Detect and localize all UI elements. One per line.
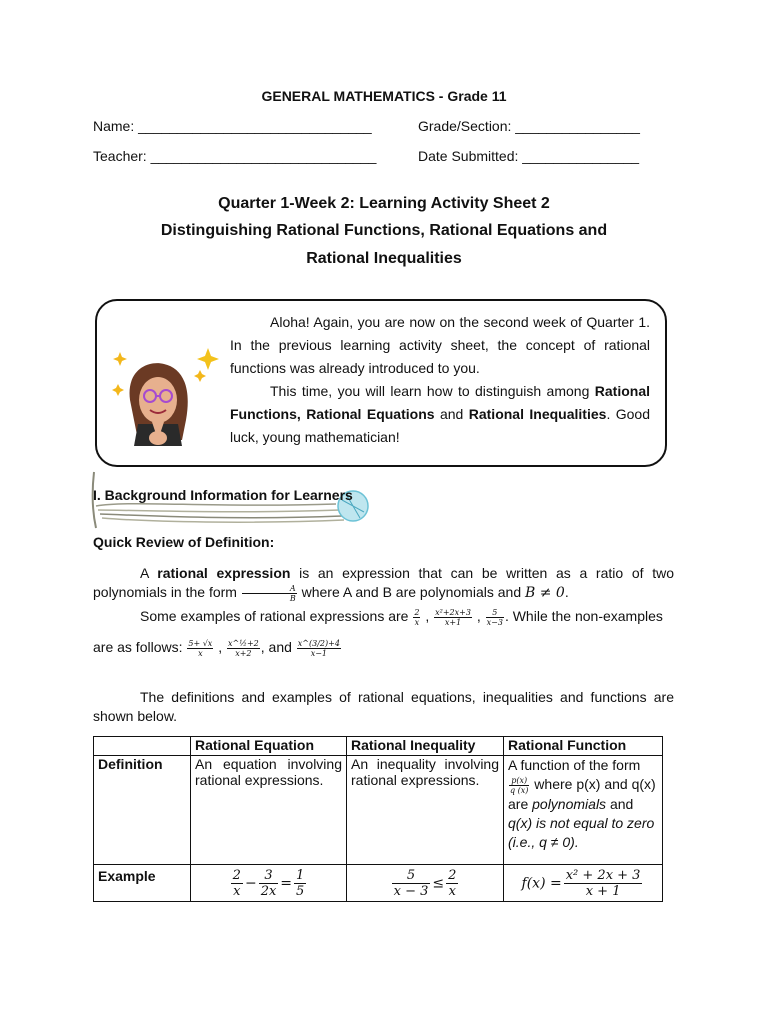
date-submitted-field[interactable]: Date Submitted: _______________: [418, 148, 640, 164]
nonexample-fraction-2: $\frac{\text{x\textasciicircum{}½+2}}{x+2}$: [228, 638, 259, 658]
table-header-cell: [94, 737, 191, 756]
sheet-title: Quarter 1-Week 2: Learning Activity Sheet 2: [218, 195, 550, 212]
topic-title-line2: Rational Inequalities: [306, 250, 462, 267]
intro-paragraph-1: Aloha! Again, you are now on the second week of Quarter 1. In the previous learning activity sheet, the concept of rational functions was already introduced to you.: [230, 314, 650, 376]
definition-rational-function: A function of the form $\frac{p(x)}{q (x)}$ where p(x) and q(x) are polynomials and q(x) is not equal to zero (i.e., q ≠ 0).: [504, 756, 663, 865]
table-header-cell: Rational Function: [504, 737, 663, 756]
example-rational-equation: $\frac{2}{x}$ − $\frac{3}{2x}$ = $\frac{1}{5}$: [191, 865, 347, 902]
definition-rational-inequality: An inequality involving rational expressions.: [347, 756, 504, 865]
example-rational-function: f(x) = $\frac{\text{x² + 2x + 3}}{x + 1}$: [504, 865, 663, 902]
example-fraction-3: $\frac{5}{x-3}$: [486, 607, 503, 627]
row-label-definition: Definition: [94, 756, 191, 865]
nonexample-fraction-1: $\frac{5+ √x}{x}$: [188, 638, 213, 658]
fraction-a-over-b: $\frac{A}{B}$: [242, 584, 297, 603]
intro-paragraph-2: This time, you will learn how to distinguish among Rational Functions, Rational Equations and Rational Inequalities. Good luck, young mathematician!: [230, 383, 651, 445]
example-fraction-2: $\frac{\text{x²+2x+3}}{x+1}$: [435, 607, 471, 627]
section-subheading: Quick Review of Definition:: [93, 534, 275, 550]
sparkle-icon: [194, 370, 206, 382]
table-header-row: [94, 737, 663, 756]
intro-text: [230, 311, 650, 449]
sparkle-icon: [112, 384, 124, 396]
rational-expression-definition: A rational expression is an expression that can be written as a ratio of two polynomials in the form $\frac{A}{B}$ where A and B are polynomials and B ≠ 0.: [93, 565, 674, 603]
section-heading: I. Background Information for Learners: [93, 487, 353, 503]
example-rational-inequality: $\frac{5}{x - 3}$ ≤ $\frac{2}{x}$: [347, 865, 504, 902]
sparkle-icon: [197, 348, 219, 370]
examples-line: Some examples of rational expressions are $\frac{2}{x}$ , $\frac{\text{x²+2x+3}}{x+1}$ , $\frac{5}{x-3}$ . While the non-examples: [140, 607, 663, 627]
teacher-avatar: [108, 340, 220, 452]
table-header-cell: Rational Equation: [191, 737, 347, 756]
definitions-intro: The definitions and examples of rational equations, inequalities and functions are shown below.: [93, 689, 674, 724]
table-header-cell: Rational Inequality: [347, 737, 504, 756]
topic-title-line1: Distinguishing Rational Functions, Rational Equations and: [160, 222, 608, 239]
nonexample-fraction-3: $\frac{x\^{}(3/2)+4}{x-1}$: [297, 638, 340, 658]
definition-rational-equation: An equation involving rational expressions.: [191, 756, 347, 865]
table-row: [94, 865, 663, 902]
name-field[interactable]: Name: ______________________________: [93, 118, 372, 134]
row-label-example: Example: [94, 865, 191, 902]
teacher-field[interactable]: Teacher: _____________________________: [93, 148, 377, 164]
grade-section-field[interactable]: Grade/Section: ________________: [418, 118, 640, 134]
table-row: [94, 756, 663, 865]
definitions-table: [93, 736, 663, 902]
course-title: GENERAL MATHEMATICS - Grade 11: [261, 88, 507, 104]
example-fraction-1: $\frac{2}{x}$: [414, 607, 420, 627]
non-examples-line: are as follows: $\frac{5+ √x}{x}$ , $\frac{\text{x\textasciicircum{}½+2}}{x+2}$ , and $\frac{x\^{}(3/2)+4}{x-1}$: [93, 638, 340, 658]
sparkle-icon: [113, 352, 127, 366]
